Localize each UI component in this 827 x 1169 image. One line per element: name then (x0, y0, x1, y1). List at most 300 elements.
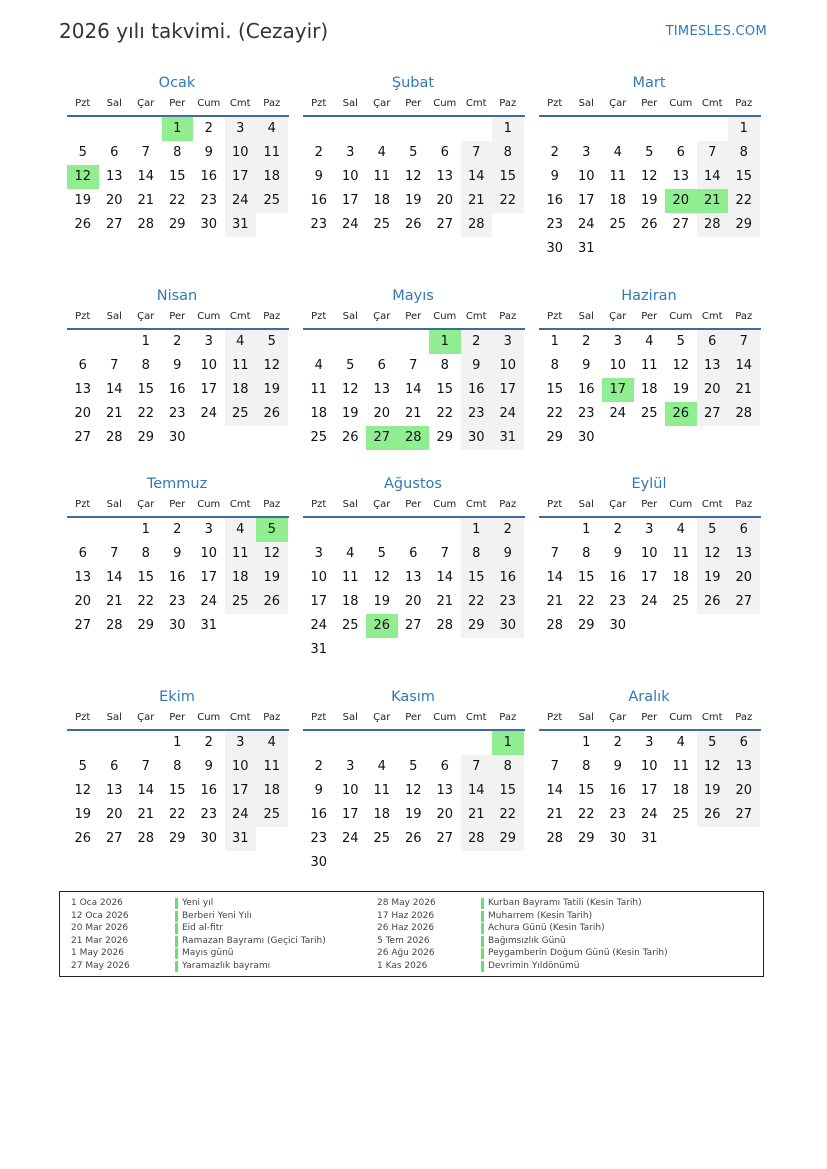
day-cell: 5 (256, 330, 288, 354)
empty-day-cell (697, 117, 729, 141)
weekday-label: Paz (263, 98, 281, 109)
day-cell: 10 (310, 570, 328, 585)
day-cell: 8 (550, 358, 559, 373)
day-cell: 20 (105, 807, 123, 822)
holiday-day-cell: 12 (67, 165, 99, 189)
day-cell: 7 (110, 358, 119, 373)
holiday-day-cell: 21 (697, 189, 729, 213)
day-cell: 18 (640, 382, 658, 397)
day-cell: 14 (404, 382, 422, 397)
day-cell: 21 (137, 193, 155, 208)
day-cell: 28 (461, 827, 493, 851)
weekday-header (67, 707, 289, 731)
day-cell: 7 (141, 145, 150, 160)
day-cell: 19 (404, 193, 422, 208)
day-cell: 29 (461, 614, 493, 638)
day-cell: 30 (609, 831, 627, 846)
month-name: Eylül (631, 476, 667, 492)
day-cell: 22 (137, 406, 155, 421)
empty-day-cell (665, 614, 697, 638)
day-cell: 29 (436, 430, 454, 445)
day-cell: 30 (310, 855, 328, 870)
empty-day-cell (67, 117, 99, 141)
day-cell: 10 (492, 354, 524, 378)
day-cell: 6 (377, 358, 386, 373)
day-cell: 25 (373, 217, 391, 232)
day-cell: 13 (672, 169, 690, 184)
month-9 (539, 474, 761, 638)
day-cell: 21 (436, 594, 454, 609)
day-cell: 23 (310, 831, 328, 846)
day-cell: 25 (225, 590, 257, 614)
day-cell: 21 (105, 594, 123, 609)
weekday-label: Çar (373, 311, 391, 322)
day-cell: 13 (74, 382, 92, 397)
day-cell: 7 (440, 546, 449, 561)
weekday-label: Pzt (547, 712, 563, 723)
day-cell: 8 (728, 141, 760, 165)
holiday-day-cell: 1 (162, 117, 194, 141)
day-cell: 11 (373, 169, 391, 184)
day-cell: 12 (256, 354, 288, 378)
weekday-label: Cmt (465, 499, 487, 510)
empty-day-cell (665, 117, 697, 141)
empty-day-cell (429, 731, 461, 755)
month-name: Mart (632, 75, 666, 91)
weekday-label: Çar (137, 499, 155, 510)
day-cell: 19 (640, 193, 658, 208)
legend-item (71, 897, 326, 910)
day-cell: 20 (74, 594, 92, 609)
day-cell: 6 (110, 145, 119, 160)
weekday-label: Cum (433, 311, 457, 322)
day-cell: 20 (373, 406, 391, 421)
day-cell: 26 (341, 430, 359, 445)
day-cell: 16 (609, 570, 627, 585)
day-cell: 15 (137, 570, 155, 585)
day-cell: 4 (314, 358, 323, 373)
day-cell: 24 (310, 618, 328, 633)
day-cell: 3 (225, 117, 257, 141)
day-cell: 25 (225, 402, 257, 426)
month-name: Ekim (159, 689, 195, 705)
day-cell: 23 (609, 594, 627, 609)
day-cell: 4 (225, 330, 257, 354)
day-cell: 5 (409, 145, 418, 160)
day-cell: 11 (256, 141, 288, 165)
week-row (539, 189, 761, 213)
week-row (539, 590, 761, 614)
day-cell: 19 (341, 406, 359, 421)
day-cell: 25 (373, 831, 391, 846)
day-cell: 12 (697, 542, 729, 566)
holiday-day-cell: 5 (256, 518, 288, 542)
day-cell: 22 (436, 406, 454, 421)
day-cell: 4 (256, 731, 288, 755)
day-cell: 2 (613, 735, 622, 750)
legend-item (71, 922, 326, 935)
day-cell: 1 (461, 518, 493, 542)
day-cell: 29 (137, 430, 155, 445)
week-row (67, 827, 289, 851)
weekday-label: Çar (137, 712, 155, 723)
day-cell: 16 (200, 169, 218, 184)
day-cell: 3 (204, 522, 213, 537)
day-cell: 17 (577, 193, 595, 208)
day-cell: 19 (256, 378, 288, 402)
week-row (303, 614, 525, 638)
empty-day-cell (99, 731, 131, 755)
weekday-label: Çar (137, 311, 155, 322)
empty-day-cell (429, 638, 461, 662)
day-cell: 20 (74, 406, 92, 421)
weekday-label: Sal (578, 712, 594, 723)
day-cell: 13 (728, 755, 760, 779)
legend-holiday-name: Eid al-fitr (182, 923, 223, 933)
legend-item (377, 910, 668, 923)
weekday-label: Pzt (311, 499, 327, 510)
empty-day-cell (461, 731, 493, 755)
day-cell: 31 (640, 831, 658, 846)
week-row (539, 165, 761, 189)
weekday-label: Pzt (75, 712, 91, 723)
week-row (67, 755, 289, 779)
day-cell: 28 (137, 831, 155, 846)
weekday-label: Per (405, 499, 422, 510)
empty-day-cell (539, 518, 571, 542)
week-row (303, 117, 525, 141)
empty-day-cell (398, 851, 430, 875)
month-name: Haziran (621, 288, 677, 304)
weekday-header (539, 707, 761, 731)
weekday-label: Sal (342, 499, 358, 510)
weekday-label: Paz (263, 712, 281, 723)
day-cell: 5 (346, 358, 355, 373)
day-cell: 9 (550, 169, 559, 184)
day-cell: 26 (74, 217, 92, 232)
weekday-label: Çar (373, 98, 391, 109)
day-cell: 10 (341, 169, 359, 184)
day-cell: 14 (728, 354, 760, 378)
empty-day-cell (256, 614, 288, 638)
day-cell: 18 (373, 807, 391, 822)
day-cell: 9 (613, 759, 622, 774)
week-row (303, 755, 525, 779)
weekday-label: Cum (433, 712, 457, 723)
week-row (67, 803, 289, 827)
day-cell: 8 (461, 542, 493, 566)
empty-day-cell (728, 827, 760, 851)
day-cell: 31 (577, 241, 595, 256)
day-cell: 11 (672, 759, 690, 774)
empty-day-cell (429, 518, 461, 542)
week-row (539, 542, 761, 566)
week-row (67, 731, 289, 755)
day-cell: 20 (728, 779, 760, 803)
weekday-label: Çar (373, 499, 391, 510)
day-cell: 27 (436, 831, 454, 846)
day-cell: 22 (168, 193, 186, 208)
day-cell: 23 (200, 193, 218, 208)
week-row (303, 189, 525, 213)
day-cell: 5 (676, 334, 685, 349)
day-cell: 15 (577, 570, 595, 585)
month-name: Ağustos (384, 476, 442, 492)
day-cell: 2 (582, 334, 591, 349)
day-cell: 27 (728, 590, 760, 614)
day-cell: 6 (728, 518, 760, 542)
day-cell: 8 (492, 141, 524, 165)
day-cell: 8 (582, 759, 591, 774)
empty-day-cell (634, 237, 666, 261)
month-name: Ocak (158, 75, 196, 91)
day-cell: 1 (582, 735, 591, 750)
day-cell: 5 (377, 546, 386, 561)
empty-day-cell (461, 117, 493, 141)
week-row (539, 117, 761, 141)
day-cell: 17 (225, 779, 257, 803)
day-cell: 20 (728, 566, 760, 590)
legend-item (71, 935, 326, 948)
day-cell: 27 (404, 618, 422, 633)
day-cell: 16 (492, 566, 524, 590)
day-cell: 10 (225, 755, 257, 779)
day-cell: 24 (200, 594, 218, 609)
weekday-label: Pzt (311, 98, 327, 109)
empty-day-cell (429, 117, 461, 141)
holiday-day-cell: 1 (429, 330, 461, 354)
month-12 (539, 687, 761, 851)
day-cell: 11 (225, 354, 257, 378)
weekday-label: Paz (263, 311, 281, 322)
week-row (67, 542, 289, 566)
empty-day-cell (728, 237, 760, 261)
day-cell: 3 (645, 735, 654, 750)
day-cell: 8 (492, 755, 524, 779)
weekday-label: Pzt (547, 311, 563, 322)
day-cell: 11 (640, 358, 658, 373)
empty-day-cell (67, 330, 99, 354)
week-row (539, 566, 761, 590)
day-cell: 29 (546, 430, 564, 445)
weekday-label: Sal (106, 499, 122, 510)
empty-day-cell (728, 614, 760, 638)
day-cell: 19 (74, 807, 92, 822)
day-cell: 12 (404, 169, 422, 184)
day-cell: 5 (645, 145, 654, 160)
weekday-header (303, 707, 525, 731)
day-cell: 7 (110, 546, 119, 561)
day-cell: 7 (461, 141, 493, 165)
day-cell: 15 (577, 783, 595, 798)
month-name: Kasım (391, 689, 435, 705)
weekday-label: Paz (499, 712, 517, 723)
week-row (303, 402, 525, 426)
legend-item (71, 910, 326, 923)
empty-day-cell (539, 117, 571, 141)
empty-day-cell (130, 117, 162, 141)
week-row (539, 426, 761, 450)
month-1 (67, 73, 289, 237)
week-row (67, 330, 289, 354)
empty-day-cell (256, 213, 288, 237)
weekday-label: Paz (735, 98, 753, 109)
day-cell: 20 (436, 193, 454, 208)
day-cell: 24 (341, 217, 359, 232)
day-cell: 30 (168, 618, 186, 633)
day-cell: 13 (74, 570, 92, 585)
weekday-label: Çar (609, 712, 627, 723)
day-cell: 14 (105, 570, 123, 585)
day-cell: 21 (461, 803, 493, 827)
brand-logo-text[interactable]: TIMESLES.COM (665, 24, 767, 39)
legend-holiday-name: Ramazan Bayramı (Geçici Tarih) (182, 935, 326, 946)
month-8 (303, 474, 525, 662)
holiday-color-marker (175, 948, 178, 959)
day-cell: 25 (310, 430, 328, 445)
day-cell: 2 (314, 145, 323, 160)
day-cell: 13 (404, 570, 422, 585)
week-row (303, 827, 525, 851)
day-cell: 17 (341, 193, 359, 208)
day-cell: 17 (640, 783, 658, 798)
day-cell: 11 (373, 783, 391, 798)
day-cell: 28 (697, 213, 729, 237)
day-cell: 3 (346, 145, 355, 160)
holiday-day-cell: 1 (492, 731, 524, 755)
week-row (539, 803, 761, 827)
day-cell: 12 (373, 570, 391, 585)
holiday-day-cell: 17 (602, 378, 634, 402)
day-cell: 14 (546, 570, 564, 585)
week-row (303, 518, 525, 542)
day-cell: 13 (105, 783, 123, 798)
day-cell: 5 (697, 518, 729, 542)
day-cell: 16 (546, 193, 564, 208)
empty-day-cell (335, 638, 367, 662)
day-cell: 9 (613, 546, 622, 561)
day-cell: 18 (310, 406, 328, 421)
day-cell: 4 (346, 546, 355, 561)
holiday-day-cell: 26 (665, 402, 697, 426)
day-cell: 22 (168, 807, 186, 822)
day-cell: 26 (404, 831, 422, 846)
day-cell: 5 (78, 759, 87, 774)
day-cell: 7 (141, 759, 150, 774)
day-cell: 3 (225, 731, 257, 755)
empty-day-cell (602, 237, 634, 261)
month-name: Mayıs (392, 288, 434, 304)
day-cell: 17 (640, 570, 658, 585)
day-cell: 6 (409, 546, 418, 561)
week-row (303, 542, 525, 566)
legend-date: 21 Mar 2026 (71, 935, 129, 946)
empty-day-cell (335, 518, 367, 542)
weekday-label: Sal (106, 311, 122, 322)
day-cell: 16 (461, 378, 493, 402)
day-cell: 22 (492, 803, 524, 827)
day-cell: 18 (256, 779, 288, 803)
day-cell: 30 (200, 217, 218, 232)
holiday-color-marker (175, 898, 178, 909)
legend-item (71, 947, 326, 960)
day-cell: 3 (314, 546, 323, 561)
day-cell: 27 (697, 402, 729, 426)
empty-day-cell (461, 851, 493, 875)
empty-day-cell (256, 426, 288, 450)
week-row (67, 566, 289, 590)
day-cell: 18 (225, 378, 257, 402)
empty-day-cell (99, 330, 131, 354)
weekday-label: Pzt (547, 98, 563, 109)
day-cell: 29 (577, 831, 595, 846)
day-cell: 1 (173, 735, 182, 750)
empty-day-cell (665, 426, 697, 450)
day-cell: 8 (440, 358, 449, 373)
day-cell: 22 (492, 189, 524, 213)
day-cell: 24 (492, 402, 524, 426)
day-cell: 28 (728, 402, 760, 426)
day-cell: 12 (341, 382, 359, 397)
weekday-label: Sal (578, 98, 594, 109)
day-cell: 19 (404, 807, 422, 822)
day-cell: 13 (436, 783, 454, 798)
day-cell: 16 (200, 783, 218, 798)
day-cell: 9 (204, 759, 213, 774)
day-cell: 6 (440, 759, 449, 774)
empty-day-cell (398, 731, 430, 755)
day-cell: 7 (550, 759, 559, 774)
day-cell: 15 (492, 165, 524, 189)
empty-day-cell (99, 518, 131, 542)
week-row (67, 165, 289, 189)
day-cell: 29 (728, 213, 760, 237)
day-cell: 3 (613, 334, 622, 349)
day-cell: 27 (672, 217, 690, 232)
day-cell: 23 (310, 217, 328, 232)
day-cell: 1 (582, 522, 591, 537)
weekday-label: Cum (197, 98, 221, 109)
day-cell: 10 (225, 141, 257, 165)
weekday-label: Pzt (311, 712, 327, 723)
empty-day-cell (697, 614, 729, 638)
day-cell: 30 (577, 430, 595, 445)
day-cell: 19 (697, 566, 729, 590)
empty-day-cell (99, 117, 131, 141)
day-cell: 19 (74, 193, 92, 208)
day-cell: 8 (173, 759, 182, 774)
day-cell: 25 (672, 594, 690, 609)
holiday-legend (59, 891, 764, 977)
day-cell: 16 (310, 193, 328, 208)
day-cell: 4 (676, 735, 685, 750)
day-cell: 27 (74, 430, 92, 445)
empty-day-cell (398, 638, 430, 662)
day-cell: 9 (314, 783, 323, 798)
day-cell: 2 (613, 522, 622, 537)
day-cell: 18 (256, 165, 288, 189)
day-cell: 16 (168, 570, 186, 585)
week-row (67, 213, 289, 237)
weekday-label: Cmt (701, 712, 723, 723)
day-cell: 13 (373, 382, 391, 397)
empty-day-cell (697, 426, 729, 450)
day-cell: 2 (492, 518, 524, 542)
day-cell: 15 (436, 382, 454, 397)
day-cell: 25 (341, 618, 359, 633)
empty-day-cell (193, 426, 225, 450)
day-cell: 18 (341, 594, 359, 609)
